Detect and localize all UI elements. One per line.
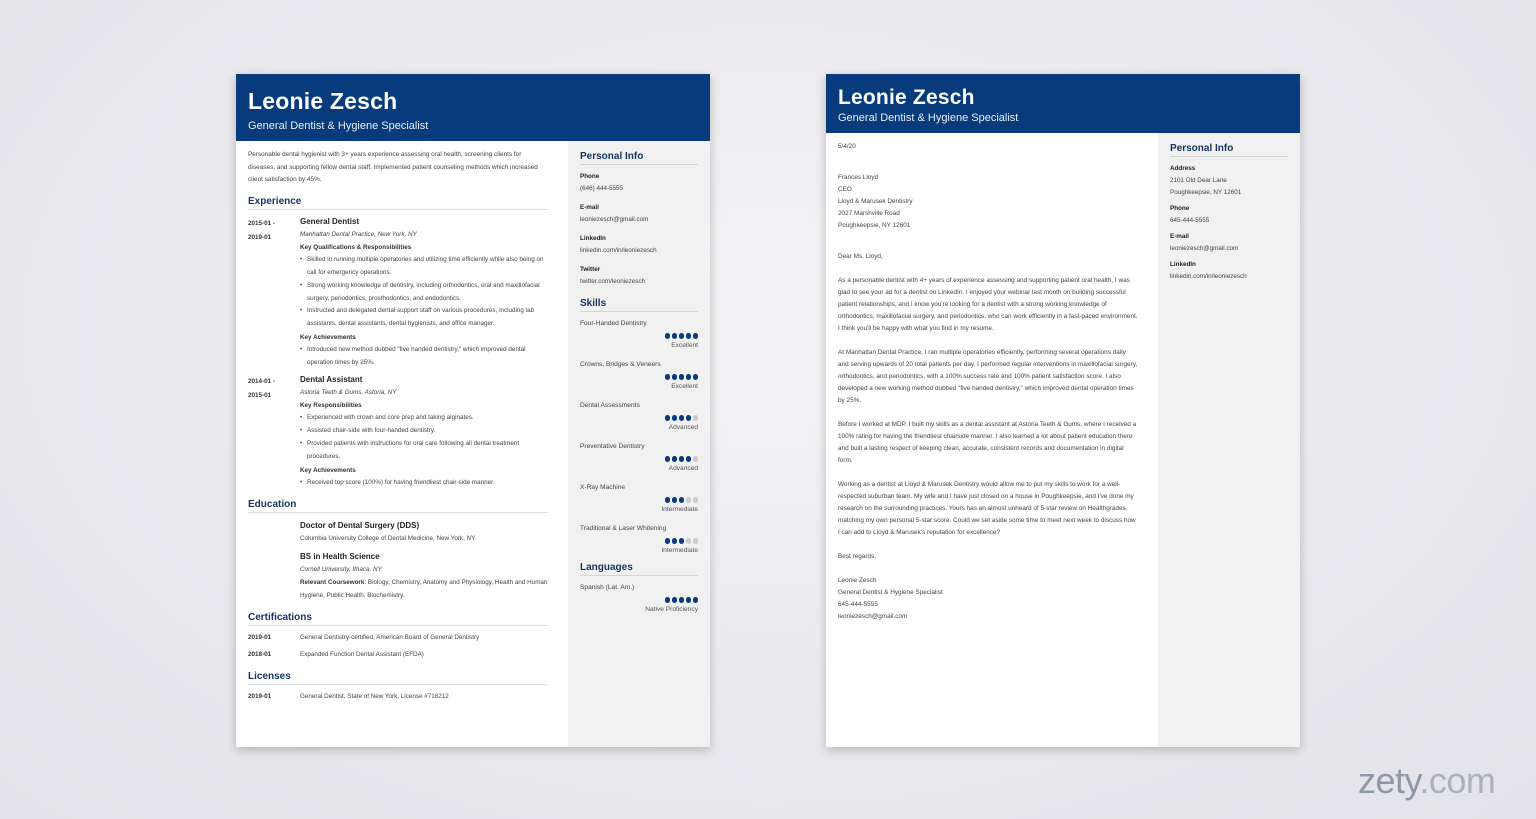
- rating-dot-filled: [679, 538, 685, 544]
- skill-level: Advanced: [668, 465, 698, 472]
- personal-item: [580, 171, 698, 195]
- rating-dot-empty: [686, 538, 692, 544]
- job-ach-heading: Key Achievements: [300, 333, 356, 341]
- personal-value: 2101 Old Dear Lane: [1170, 177, 1227, 184]
- education-school: Cornell University, Ithaca, NY: [300, 566, 382, 574]
- rating-dot-filled: [693, 597, 699, 603]
- recipient-line: CEO: [838, 186, 852, 193]
- rating-dot-empty: [693, 538, 699, 544]
- skill-rating: [580, 594, 698, 605]
- license-row: [248, 688, 548, 705]
- recipient-line: 2027 Marshville Road: [838, 210, 900, 217]
- rating-dot-empty: [693, 497, 699, 503]
- salutation: Dear Ms. Lloyd,: [838, 253, 883, 260]
- rating-dot-empty: [686, 497, 692, 503]
- skill-item: [580, 522, 698, 556]
- skill-name: Dental Assessments: [580, 402, 640, 409]
- rating-dot-filled: [686, 597, 692, 603]
- skill-level: Native Proficiency: [645, 606, 698, 613]
- personal-value: 645-444-5555: [1170, 217, 1210, 224]
- letter-title: General Dentist & Hygiene Specialist: [838, 112, 1019, 124]
- rating-dot-filled: [672, 374, 678, 380]
- letter-name: Leonie Zesch: [838, 86, 975, 109]
- skill-name: Crowns, Bridges & Veneers: [580, 361, 661, 368]
- job-company: Astoria Teeth & Gums, Astoria, NY: [300, 389, 397, 397]
- skill-level: Advanced: [668, 424, 698, 431]
- resume-summary: Personable dental hygienist with 3+ years experience assessing oral health, screening clients for diseases, and supporting fellow dental staff. Implemented patient counseling methods which increased client satisfaction by 45%.: [248, 151, 538, 184]
- job-ach-heading: Key Achievements: [300, 466, 356, 474]
- list-item: • Skilled in running multiple operatories and utilizing time efficiently while also being on call for emergency operations.: [300, 254, 548, 280]
- list-item: • Provided patients with instructions for oral care following all dental treatment procedures.: [300, 438, 548, 464]
- job-dates: [248, 375, 294, 403]
- education-degree: BS in Health Science: [300, 552, 380, 562]
- certification-row: [248, 646, 548, 663]
- skill-item: [580, 358, 698, 392]
- personal-item: [1170, 163, 1288, 199]
- resume-document: [236, 74, 710, 747]
- rating-dot-filled: [679, 597, 685, 603]
- job-company: Manhattan Dental Practice, New York, NY: [300, 231, 417, 239]
- personal-item: [1170, 259, 1288, 283]
- skill-name: Traditional & Laser Whitening: [580, 525, 667, 532]
- personal-label: Address: [1170, 165, 1196, 172]
- rating-dot-filled: [672, 597, 678, 603]
- skill-rating: [580, 371, 698, 382]
- rating-dot-filled: [665, 538, 671, 544]
- skill-rating: [580, 330, 698, 341]
- job-title: General Dentist: [300, 217, 360, 227]
- licenses-heading: Licenses: [248, 671, 548, 685]
- signature-line: General Dentist & Hygiene Specialist: [838, 589, 943, 596]
- letter-paragraph: At Manhattan Dental Practice, I ran multiple operatories efficiently, performing several operations daily and serving upwards of 20 total patients per day. I performed regular interventions in maxillofacial surgery, orthodontics, and periodontics, with a 100% success rate and 100% patient satisfaction score. I also developed a new working method dubbed "five handed dentistry," which improved dental operation times by 25%.: [838, 349, 1138, 404]
- letter-personal-info: [1170, 143, 1288, 283]
- job-start-date: 2015-01 -: [248, 220, 275, 228]
- rating-dot-filled: [679, 415, 685, 421]
- personal-item: [1170, 203, 1288, 227]
- certification-row: [248, 629, 548, 646]
- rating-dot-filled: [665, 333, 671, 339]
- rating-dot-filled: [672, 333, 678, 339]
- rating-dot-filled: [665, 456, 671, 462]
- rating-dot-filled: [679, 374, 685, 380]
- recipient-line: Frances Lloyd: [838, 174, 879, 181]
- skill-rating: [580, 494, 698, 505]
- job-achievements: [300, 344, 548, 370]
- skill-level: Excellent: [671, 342, 698, 349]
- certification-date: 2019-01: [248, 634, 272, 642]
- job-end-date: 2019-01: [248, 233, 272, 241]
- personal-item: [580, 202, 698, 226]
- list-item: • Experienced with crown and core prep and taking alginates.: [300, 412, 548, 425]
- letter-header: [826, 74, 1300, 133]
- rating-dot-filled: [686, 456, 692, 462]
- skill-rating: [580, 412, 698, 423]
- license-text: General Dentist, State of New York, License #718212: [300, 693, 449, 701]
- skill-item: [580, 581, 698, 615]
- zety-logo: [1358, 760, 1495, 802]
- list-item: • Assisted chair-side with four-handed dentistry.: [300, 425, 548, 438]
- letter-date: 5/4/20: [838, 143, 856, 150]
- rating-dot-filled: [686, 374, 692, 380]
- closing: Best regards,: [838, 553, 877, 560]
- personal-label: Twitter: [580, 266, 601, 273]
- list-item: • Strong working knowledge of dentistry, including orthodontics, oral and maxillofacial surgery, periodontics, prosthodontics, and endodontics.: [300, 280, 548, 306]
- rating-dot-filled: [672, 497, 678, 503]
- rating-dot-filled: [665, 374, 671, 380]
- rating-dot-filled: [672, 415, 678, 421]
- job-end-date: 2015-01: [248, 392, 272, 400]
- job-title: Dental Assistant: [300, 375, 363, 385]
- job-resp-heading: Key Responsibilities: [300, 402, 362, 410]
- skill-level: Intermediate: [661, 506, 698, 513]
- personal-item: [1170, 231, 1288, 255]
- skills-list: [580, 317, 698, 556]
- skill-name: Spanish (Lat. Am.): [580, 584, 635, 591]
- recipient-line: Poughkeepsie, NY 12601: [838, 222, 911, 229]
- certification-text: Expanded Function Dental Assistant (EFDA): [300, 651, 424, 659]
- job-start-date: 2014-01 -: [248, 378, 275, 386]
- rating-dot-filled: [672, 538, 678, 544]
- personal-value: leoniezesch@gmail.com: [1170, 245, 1239, 252]
- logo-part: zety: [1358, 760, 1420, 801]
- personal-value: (646) 444-5555: [580, 185, 624, 192]
- education-entry: [248, 550, 548, 602]
- job-entry: [248, 215, 548, 369]
- rating-dot-empty: [693, 415, 699, 421]
- skill-name: Preventative Dentistry: [580, 443, 645, 450]
- job-entry: [248, 373, 548, 489]
- personal-info-heading: Personal Info: [580, 151, 698, 165]
- rating-dot-filled: [679, 497, 685, 503]
- rating-dot-filled: [679, 456, 685, 462]
- resume-title: General Dentist & Hygiene Specialist: [248, 120, 429, 132]
- signature-line: 645-444-5555: [838, 601, 878, 608]
- rating-dot-empty: [693, 456, 699, 462]
- rating-dot-filled: [665, 597, 671, 603]
- list-item: • Received top score (100%) for having friendliest chair-side manner.: [300, 477, 548, 490]
- languages-heading: Languages: [580, 562, 698, 576]
- resume-header: [236, 74, 710, 141]
- personal-item: [580, 233, 698, 257]
- personal-label: E-mail: [580, 204, 599, 211]
- personal-info-section: [580, 151, 698, 615]
- letter-paragraph: Working as a dentist at Lloyd & Marusek Dentistry would allow me to put my skills to work for a well-respected suburban team. My wife and I have just closed on a house in Poughkeepsie, and I've done my research on the surrounding practices. Yours has an almost unheard of 5-star review on Healthgrades, matching my own personal 5-star score. Could we set aside some time to meet next week to discuss how I can add to Lloyd & Marusek's reputation for excellence?: [838, 481, 1136, 536]
- coursework-text: : Biology, Chemistry, Anatomy and Physiology, Health and Human Hygiene, Public Health, Biochemistry.: [300, 579, 548, 600]
- signature-line: leoniezesch@gmail.com: [838, 613, 908, 620]
- rating-dot-filled: [672, 456, 678, 462]
- job-responsibilities: [300, 254, 548, 331]
- languages-list: [580, 581, 698, 615]
- certification-date: 2018-01: [248, 651, 272, 659]
- job-resp-heading: Key Qualifications & Responsibilities: [300, 244, 412, 252]
- skill-level: Excellent: [671, 383, 698, 390]
- logo-part: .com: [1419, 760, 1496, 801]
- letter-body: [838, 141, 1138, 623]
- certifications-heading: Certifications: [248, 612, 548, 626]
- skill-name: X-Ray Machine: [580, 484, 626, 491]
- rating-dot-filled: [679, 333, 685, 339]
- personal-label: LinkedIn: [1170, 261, 1196, 268]
- rating-dot-filled: [665, 415, 671, 421]
- rating-dot-filled: [686, 333, 692, 339]
- skills-heading: Skills: [580, 298, 698, 312]
- skill-name: Four-Handed Dentistry: [580, 320, 647, 327]
- letter-sidebar: [1158, 133, 1300, 747]
- skill-item: [580, 440, 698, 474]
- job-achievements: [300, 477, 548, 490]
- certification-text: General Dentistry-certified, American Board of General Dentistry: [300, 634, 480, 642]
- recipient-line: Lloyd & Marusek Dentistry: [838, 198, 913, 205]
- resume-main-column: [248, 149, 548, 705]
- personal-label: Phone: [1170, 205, 1190, 212]
- recipient-block: [838, 172, 1138, 232]
- skill-rating: [580, 535, 698, 546]
- license-date: 2019-01: [248, 693, 272, 701]
- rating-dot-filled: [686, 415, 692, 421]
- list-item: • Introduced new method dubbed "five handed dentistry," which improved dental operation times by 25%.: [300, 344, 548, 370]
- education-heading: Education: [248, 499, 548, 513]
- education-degree: Doctor of Dental Surgery (DDS): [300, 521, 420, 531]
- letter-paragraph: As a personable dentist with 4+ years of experience assessing and supporting patient oral health, I was glad to see your ad for a dentist on LinkedIn. I enjoyed your webinar last month on building successful patient relationships, and I know you're looking for a dentist with a strong working knowledge of orthodontics, maxillofacial surgery, and periodontics, who can work efficiently in a fast-paced environment. I think you'll be happy with what you find in my resume.: [838, 277, 1138, 332]
- list-item: • Instructed and delegated dental support staff on various procedures, including lab assistants, dental assistants, dental hygienists, and office manager.: [300, 305, 548, 331]
- education-coursework: [300, 576, 548, 602]
- job-responsibilities: [300, 412, 548, 463]
- personal-item: [580, 264, 698, 288]
- skill-level: Intermediate: [661, 547, 698, 554]
- personal-value: linkedin.com/in/leoniezesch: [580, 247, 657, 254]
- personal-label: LinkedIn: [580, 235, 606, 242]
- personal-value: linkedin.com/in/leoniezesch: [1170, 273, 1247, 280]
- skill-item: [580, 399, 698, 433]
- personal-value: Poughkeepsie, NY 12601: [1170, 189, 1242, 196]
- personal-value: twitter.com/leoniezesch: [580, 278, 646, 285]
- coursework-label: Relevant Coursework: [300, 579, 365, 587]
- skill-rating: [580, 453, 698, 464]
- resume-name: Leonie Zesch: [248, 88, 398, 114]
- rating-dot-filled: [665, 497, 671, 503]
- personal-label: Phone: [580, 173, 600, 180]
- personal-label: E-mail: [1170, 233, 1189, 240]
- skill-item: [580, 481, 698, 515]
- job-dates: [248, 217, 294, 245]
- signature-line: Leonie Zesch: [838, 577, 877, 584]
- education-entry: [248, 519, 548, 545]
- personal-value: leoniezesch@gmail.com: [580, 216, 649, 223]
- cover-letter-document: [826, 74, 1300, 747]
- rating-dot-filled: [693, 333, 699, 339]
- education-school: Columbia University College of Dental Medicine, New York, NY: [300, 535, 476, 543]
- resume-sidebar: [568, 141, 710, 747]
- signature-block: [838, 575, 1138, 623]
- personal-info-heading: Personal Info: [1170, 143, 1288, 157]
- experience-heading: Experience: [248, 196, 548, 210]
- skill-item: [580, 317, 698, 351]
- letter-paragraph: Before I worked at MDP, I built my skills as a dental assistant at Astoria Teeth & Gums, where I received a 100% rating for having the friendliest chairside manner. I also learned a lot about patient education there and built a lasting respect of keeping clean, accurate, consistent records and documentation in digital form.: [838, 421, 1137, 464]
- rating-dot-filled: [693, 374, 699, 380]
